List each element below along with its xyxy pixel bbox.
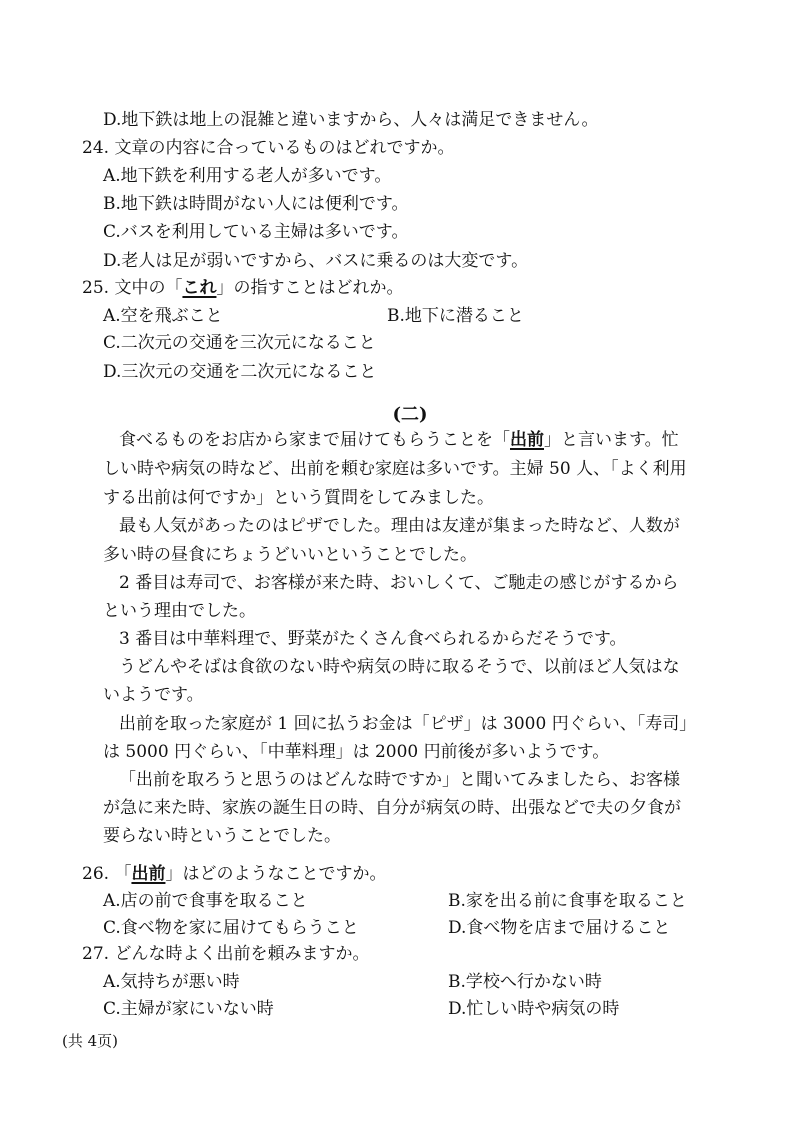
passage-p1-line1-post: 」と言います。忙 <box>544 430 679 450</box>
section-title: (二) <box>392 404 428 425</box>
q26-keyword: 出前 <box>131 864 166 884</box>
q25-text-pre: 25. 文中の「 <box>82 278 183 298</box>
q26-option-a: A.店の前で食事を取ること <box>103 891 308 911</box>
q27-option-b: B.学校へ行かない時 <box>448 972 602 992</box>
q24-option-d: D.老人は足が弱いですから、バスに乗るのは大変です。 <box>103 251 529 271</box>
passage-p4-line1: 3 番目は中華料理で、野菜がたくさん食べられるからだそうです。 <box>119 629 627 649</box>
passage-p2-line2: 多い時の昼食にちょうどいいということでした。 <box>103 545 477 565</box>
q25-text <box>82 280 403 297</box>
q26-option-c: C.食べ物を家に届けてもらうこと <box>103 918 359 938</box>
passage-p2-line1: 最も人気があったのはピザでした。理由は友達が集まった時など、人数が <box>119 516 680 536</box>
passage-p1-line2: しい時や病気の時など、出前を頼む家庭は多いです。主婦 50 人、「よく利用 <box>103 459 687 479</box>
passage-p3-line1: 2 番目は寿司で、お客様が来た時、おいしくて、ご馳走の感じがするから <box>119 573 679 593</box>
passage-p5-line1: うどんやそばは食欲のない時や病気の時に取るそうで、以前ほど人気はな <box>119 657 680 677</box>
passage-p3-line2: という理由でした。 <box>103 601 256 621</box>
q25-option-c: C.二次元の交通を三次元になること <box>103 333 376 353</box>
passage-p1-line1-pre: 食べるものをお店から家まで届けてもらうことを「 <box>119 430 510 450</box>
q26-text-post: 」はどのようなことですか。 <box>165 864 387 884</box>
passage-keyword-demae: 出前 <box>510 430 544 450</box>
passage-p6-line1: 出前を取った家庭が 1 回に払うお金は「ピザ」は 3000 円ぐらい、「寿司」 <box>119 714 697 734</box>
q25-option-d: D.三次元の交通を二次元になること <box>103 362 377 382</box>
passage-p7-line3: 要らない時ということでした。 <box>103 826 341 846</box>
q23-option-d: D.地下鉄は地上の混雑と違いますから、人々は満足できません。 <box>103 110 599 130</box>
passage-p5-line2: いようです。 <box>103 685 204 705</box>
q25-text-post: 」の指すことはどれか。 <box>216 278 404 298</box>
passage-p1-line3: する出前は何ですか」という質問をしてみました。 <box>103 488 494 508</box>
q24-option-a: A.地下鉄を利用する老人が多いです。 <box>103 166 392 186</box>
q24-option-b: B.地下鉄は時間がない人には便利です。 <box>103 194 409 214</box>
q27-text: 27. どんな時よく出前を頼みますか。 <box>82 944 370 964</box>
q26-text-pre: 26. 「 <box>82 864 132 884</box>
q26-option-d: D.食べ物を店まで届けること <box>448 918 671 938</box>
passage-p7-line2: が急に来た時、家族の誕生日の時、自分が病気の時、出張などで夫の夕食が <box>103 798 681 818</box>
passage-p6-line2: は 5000 円ぐらい、「中華料理」は 2000 円前後が多いようです。 <box>103 742 610 762</box>
q27-option-a: A.気持ちが悪い時 <box>103 972 240 992</box>
q27-option-c: C.主婦が家にいない時 <box>103 999 274 1019</box>
q25-keyword: これ <box>182 278 217 298</box>
q27-option-d: D.忙しい時や病気の時 <box>448 999 620 1019</box>
q25-option-a: A.空を飛ぶこと <box>103 306 223 326</box>
passage-p1-line1 <box>119 432 679 449</box>
passage-p7-line1: 「出前を取ろうと思うのはどんな時ですか」と聞いてみましたら、お客様 <box>119 770 680 790</box>
q26-option-b: B.家を出る前に食事を取ること <box>448 891 687 911</box>
q24-text: 24. 文章の内容に合っているものはどれですか。 <box>82 138 455 158</box>
page-footer: (共 4页) <box>62 1032 119 1050</box>
q24-option-c: C.バスを利用している主婦は多いです。 <box>103 222 409 242</box>
q26-text <box>82 866 386 883</box>
q25-option-b: B.地下に潜ること <box>387 306 524 326</box>
